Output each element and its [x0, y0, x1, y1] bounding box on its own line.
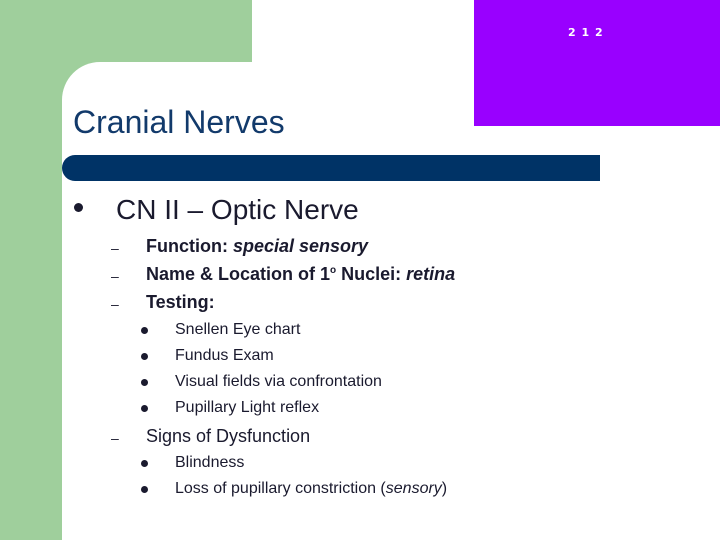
loss-text-c: )	[441, 480, 448, 497]
title-divider-bar	[62, 155, 600, 181]
bullet-icon	[141, 486, 148, 493]
loss-text-a: Loss of pupillary constriction (	[175, 480, 386, 497]
dash-icon: –	[111, 430, 119, 446]
dash-icon: –	[111, 240, 119, 256]
nuclei-sup: o	[330, 265, 337, 276]
bullet-icon	[74, 203, 83, 212]
nuclei-value: retina	[406, 264, 456, 284]
bullet-icon	[141, 379, 148, 386]
bullet-icon	[141, 353, 148, 360]
function-value: special sensory	[232, 236, 369, 256]
dash-icon: –	[111, 268, 119, 284]
bullet-icon	[141, 327, 148, 334]
slide-number: 2 1 2	[568, 26, 604, 39]
testing-label: Testing:	[146, 292, 215, 312]
bullet-icon	[141, 460, 148, 467]
dysfunction-item-blindness: Blindness	[175, 454, 245, 471]
function-label: Function:	[146, 236, 233, 256]
testing-item: Pupillary Light reflex	[175, 399, 320, 416]
slide-title: Cranial Nerves	[73, 104, 285, 140]
testing-item: Visual fields via confrontation	[175, 373, 382, 390]
main-heading: CN II – Optic Nerve	[116, 194, 359, 225]
dash-icon: –	[111, 296, 119, 312]
purple-corner-block	[474, 0, 720, 126]
dysfunction-item-loss	[175, 480, 447, 498]
nuclei-label-a: Name & Location of 1	[146, 264, 331, 284]
testing-item: Fundus Exam	[175, 347, 274, 364]
nuclei-label-b: Nuclei:	[336, 264, 407, 284]
dysfunction-label: Signs of Dysfunction	[146, 426, 311, 446]
testing-item: Snellen Eye chart	[175, 321, 301, 338]
loss-text-b: sensory	[385, 480, 442, 497]
bullet-icon	[141, 405, 148, 412]
